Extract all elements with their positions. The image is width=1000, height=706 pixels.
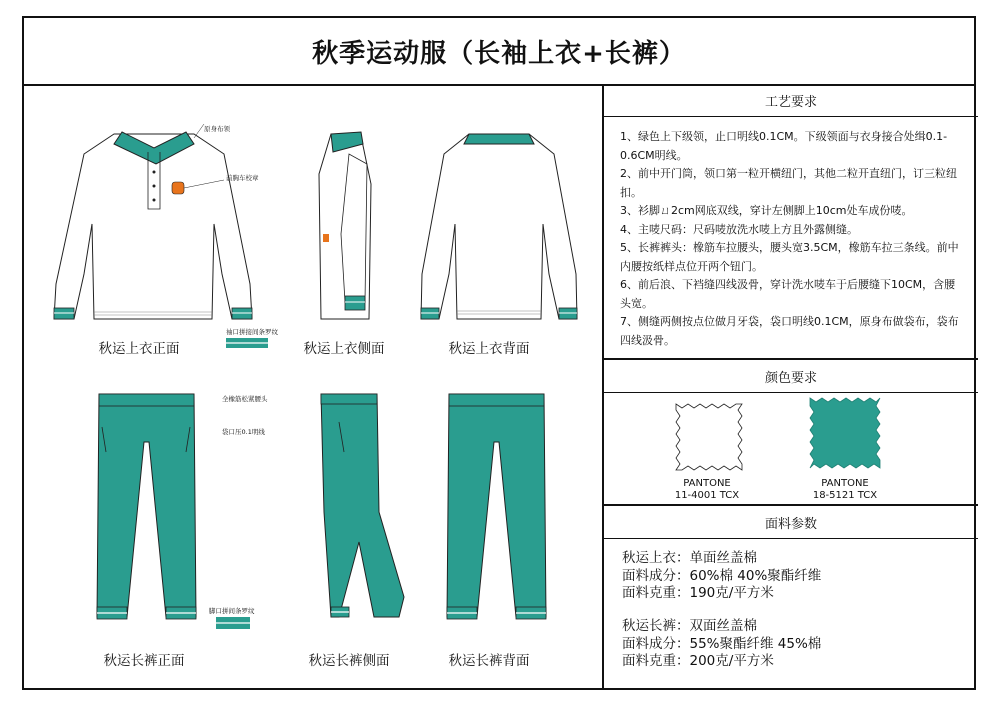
craft-item: 2、前中开门筒，领口第一粒开横纽门，其他二粒开直纽门，订三粒纽扣。 xyxy=(620,167,957,199)
note-badge: 前胸车校章 xyxy=(226,174,259,182)
caption-top-front: 秋运上衣正面 xyxy=(98,341,180,357)
spec-sheet xyxy=(22,16,976,690)
swatch-teal xyxy=(810,398,880,468)
swatch-teal-label: PANTONE 18-5121 TCX xyxy=(812,478,878,501)
cuff-rib-sample xyxy=(226,338,268,348)
note-waist: 全橡筋松紧腰头 xyxy=(222,395,268,403)
note-collar: 原身布领 xyxy=(204,125,230,133)
illustration-panel xyxy=(24,84,602,690)
top-back-drawing xyxy=(419,124,579,329)
caption-pants-front: 秋运长裤正面 xyxy=(103,653,185,669)
craft-item: 1、绿色上下级领，止口明线0.1CM。下级领面与衣身接合处缉0.1-0.6CM明线。 xyxy=(620,130,948,162)
caption-pants-back: 秋运长裤背面 xyxy=(448,653,530,669)
top-side-drawing xyxy=(309,124,379,329)
craft-header: 工艺要求 xyxy=(604,84,978,117)
fabric-header: 面料参数 xyxy=(604,506,978,539)
pants-front-drawing xyxy=(94,392,199,632)
craft-item: 7、侧缝两侧按点位做月牙袋，袋口明线0.1CM，原身布做袋布，袋布四线汲骨。 xyxy=(620,315,959,347)
craft-item: 4、主唛尺码：尺码唛放洗水唛上方且外露侧缝。 xyxy=(620,222,858,236)
fabric-top: 秋运上衣：单面丝盖棉 面料成分：60%棉 40%聚酯纤维 面料克重：190克/平方米 xyxy=(622,550,822,601)
note-pocket: 袋口压0.1明线 xyxy=(222,428,265,436)
page-title: 秋季运动服（长袖上衣+长裤） xyxy=(24,18,974,86)
note-cuff: 袖口拼接间条罗纹 xyxy=(226,328,278,336)
pants-back-drawing xyxy=(444,392,549,632)
swatch-white-label: PANTONE 11-4001 TCX xyxy=(674,478,740,501)
craft-item: 5、长裤裤头：橡筋车拉腰头，腰头宽3.5CM，橡筋车拉三条线。前中内腰按纸样点位开两个钮门。 xyxy=(620,241,959,273)
craft-item: 3、衫脚ㄩ2cm网底双线，穿计左侧脚上10cm处车成份唛。 xyxy=(620,204,913,217)
craft-list xyxy=(620,128,965,350)
pants-side-drawing xyxy=(319,392,409,632)
top-front-drawing xyxy=(44,114,254,329)
caption-pants-side: 秋运长裤侧面 xyxy=(308,653,390,669)
color-header: 颜色要求 xyxy=(604,360,978,393)
caption-top-side: 秋运上衣侧面 xyxy=(303,341,385,357)
craft-item: 6、前后浪、下裆缝四线汲骨，穿计洗水唛车于后腰缝下10CM，含腰头宽。 xyxy=(620,278,956,310)
ankle-rib-sample xyxy=(216,617,250,629)
fabric-pants: 秋运长裤：双面丝盖棉 面料成分：55%聚酯纤维 45%棉 面料克重：200克/平方米 xyxy=(622,618,822,669)
note-ankle: 脚口拼间条罗纹 xyxy=(209,607,255,615)
swatch-white xyxy=(676,404,742,470)
caption-top-back: 秋运上衣背面 xyxy=(448,341,530,357)
spec-panel xyxy=(602,84,978,690)
